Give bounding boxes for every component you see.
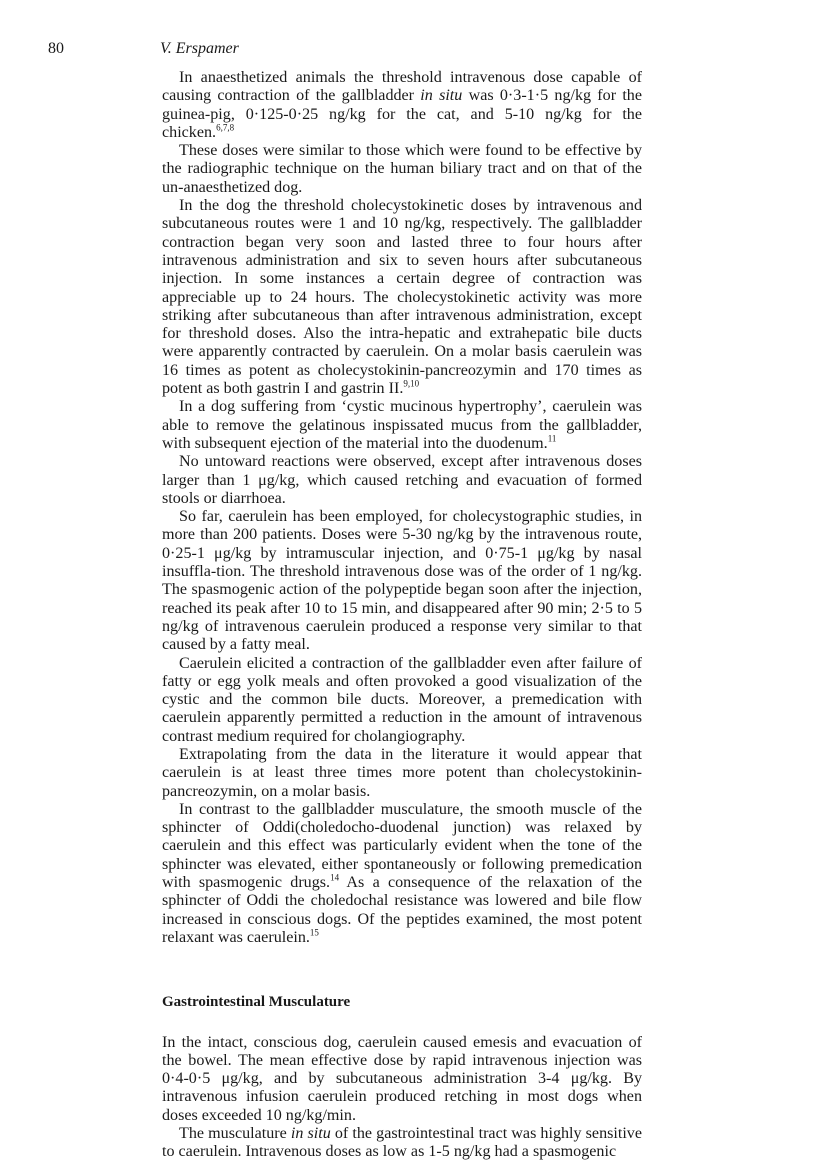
- paragraph-mucinous-hypertrophy: In a dog suffering from ‘cystic mucinous hypertrophy’, caerulein was able to remove the gelatinous inspissated mucus from the gallbladder, with subsequent ejection of the material into the duodenum.$^{11}$: [162, 398, 642, 452]
- article-body: [162, 69, 642, 1162]
- reference-superscript: 11: [547, 433, 557, 444]
- paragraph-radiographic: These doses were similar to those which were found to be effective by the radiographic technique on the human biliary tract and on that of the un-anaesthetized dog.: [162, 142, 642, 196]
- paragraph-threshold-doses: In anaesthetized animals the threshold intravenous dose capable of causing contraction of the gallbladder in situ was 0·3-1·5 ng/kg for the guinea-pig, 0·125-0·25 ng/kg for the cat, and 5-10 ng/kg for the chicken.$^{6,7,8}$: [162, 69, 642, 141]
- reference-superscript: 14: [330, 872, 340, 883]
- reference-superscript: 9,10: [403, 378, 420, 389]
- reference-superscript: 6,7,8: [216, 122, 235, 133]
- page-number: 80: [48, 40, 64, 57]
- paragraph-sphincter-oddi: In contrast to the gallbladder musculature, the smooth muscle of the sphincter of Oddi(choledocho-duodenal junction) was relaxed by caerulein and this effect was particularly evident when the tone of the sphincter was elevated, either spontaneously or following premedication with spasmogenic drugs.$^{14}$ As a consequence of the relaxation of the sphincter of Oddi the choledochal resistance was lowered and bile flow increased in conscious dogs. Of the peptides examined, the most potent relaxant was caerulein.$^{15}$: [162, 800, 642, 946]
- paragraph-patients: So far, caerulein has been employed, for cholecystographic studies, in more than 200 patients. Doses were 5-30 ng/kg by the intravenous route, 0·25-1 μg/kg by intramuscular injection, and 0·75-1 μg/kg by nasal insuffla-tion. The threshold intravenous dose was of the order of 1 ng/kg. The spasmogenic action of the polypeptide began soon after the injection, reached its peak after 10 to 15 min, and disappeared after 90 min; 2·5 to 5 ng/kg of intravenous caerulein produced a response very similar to that caused by a fatty meal.: [162, 508, 642, 654]
- paragraph-musculature-in-situ: The musculature in situ of the gastrointestinal tract was highly sensitive to caerulein. Intravenous doses as low as 1-5 ng/kg had a spasmogenic: [162, 1125, 642, 1161]
- reference-superscript: 15: [309, 927, 319, 938]
- paragraph-untoward-reactions: No untoward reactions were observed, except after intravenous doses larger than 1 μg/kg, which caused retching and evacuation of formed stools or diarrhoea.: [162, 453, 642, 507]
- running-header: [48, 40, 768, 64]
- paragraph-egg-yolk: Caerulein elicited a contraction of the gallbladder even after failure of fatty or egg yolk meals and often provoked a good visualization of the cystic and the common bile ducts. Moreover, a premedication with caerulein apparently permitted a reduction in the amount of intravenous contrast medium required for cholangiography.: [162, 654, 642, 745]
- paragraph-dog-doses: In the dog the threshold cholecystokinetic doses by intravenous and subcutaneous routes were 1 and 10 ng/kg, respectively. The gallbladder contraction began very soon and lasted three to four hours after intravenous administration and six to seven hours after subcutaneous injection. In some instances a certain degree of contraction was appreciable up to 24 hours. The cholecystokinetic activity was more striking after subcutaneous than after intravenous administration, except for threshold doses. Also the intra-hepatic and extrahepatic bile ducts were apparently contracted by caerulein. On a molar basis caerulein was 16 times as potent as cholecystokinin-pancreozymin and 170 times as potent as both gastrin I and gastrin II.$^{9,10}$: [162, 197, 642, 398]
- section-heading: Gastrointestinal Musculature: [162, 994, 351, 1011]
- paragraph-extrapolation: Extrapolating from the data in the literature it would appear that caerulein is at least three times more potent than cholecystokinin-pancreozymin, on a molar basis.: [162, 745, 642, 800]
- running-author: V. Erspamer: [160, 40, 239, 57]
- paragraph-emesis: In the intact, conscious dog, caerulein caused emesis and evacuation of the bowel. The mean effective dose by rapid intravenous injection was 0·4-0·5 μg/kg, and by subcutaneous administration 3-4 μg/kg. By intravenous infusion caerulein produced retching in most dogs when doses exceeded 10 ng/kg/min.: [162, 1033, 642, 1124]
